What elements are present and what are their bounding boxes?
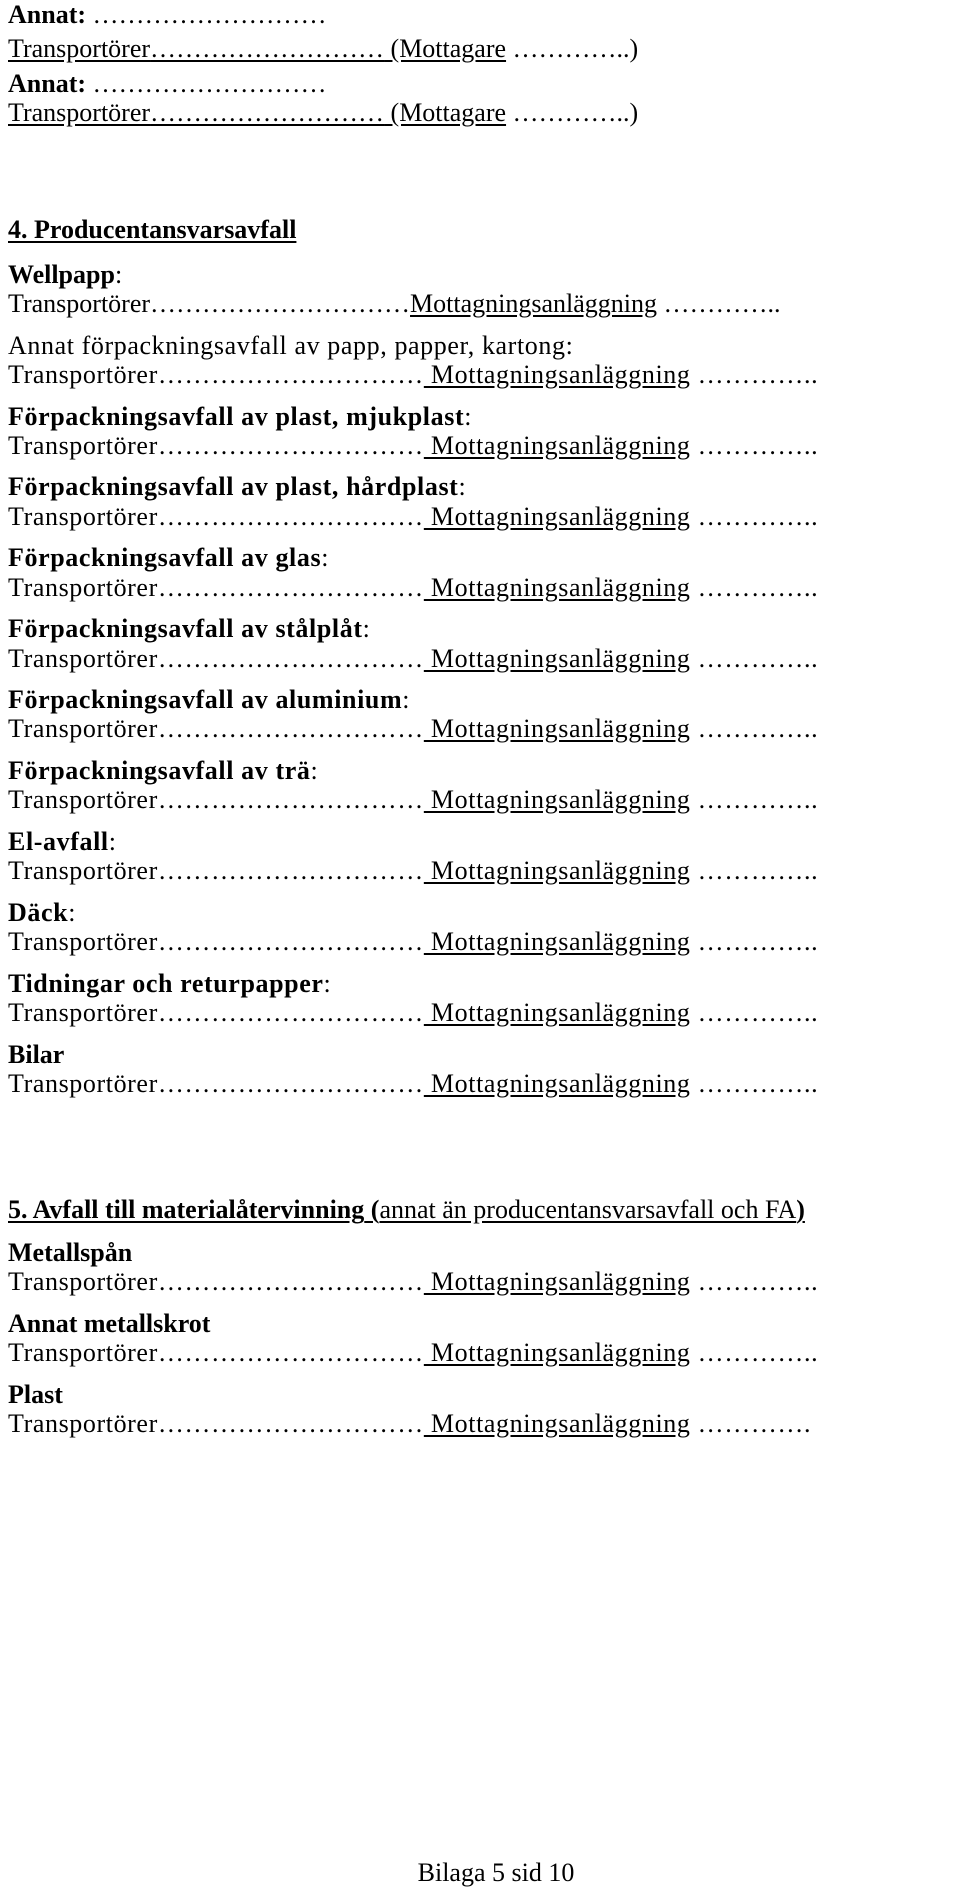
category-label: Förpackningsavfall av glas: — [8, 543, 330, 572]
category-label: Metallspån — [8, 1238, 133, 1267]
category-label: Annat förpackningsavfall av papp, papper, kartong: — [8, 331, 574, 360]
mottagning-label: Mottagningsanläggning — [423, 785, 691, 814]
category-label: Förpackningsavfall av plast, mjukplast: — [8, 402, 473, 431]
tail-dots: ………….. — [690, 1267, 819, 1296]
transportorer-label: Transportörer — [8, 431, 158, 460]
transport-row — [8, 431, 818, 461]
transportorer-label: Transportörer — [8, 502, 158, 531]
category-label: Förpackningsavfall av stålplåt: — [8, 614, 371, 643]
transport-row — [8, 998, 818, 1028]
category-label: Tidningar och returpapper: — [8, 969, 332, 998]
category-label: Däck: — [8, 898, 77, 927]
mottagare-label: (Mottagare — [384, 98, 507, 127]
transport-row — [8, 289, 781, 319]
transport-row — [8, 1267, 818, 1297]
dots: ………………………… — [157, 1069, 424, 1098]
transportorer-label: Transportörer — [8, 998, 158, 1027]
dots: ………………………… — [157, 1409, 424, 1438]
mottagning-label: Mottagningsanläggning — [423, 360, 691, 389]
dots: ………………………… — [157, 1338, 424, 1367]
dots: ………………………… — [157, 927, 424, 956]
mottagare-label: (Mottagare — [384, 34, 507, 63]
annat-label: Annat: — [8, 0, 87, 29]
transport-mottagare-line-2 — [8, 98, 638, 128]
mottagning-label: Mottagningsanläggning — [423, 573, 691, 602]
category-label: Annat metallskrot — [8, 1309, 211, 1338]
dots: ………………………… — [157, 998, 424, 1027]
dots: ………………………… — [157, 1267, 424, 1296]
category-label: Wellpapp: — [8, 260, 123, 289]
category-label: Förpackningsavfall av trä: — [8, 756, 319, 785]
mottagning-label: Mottagningsanläggning — [410, 289, 658, 318]
mottagning-label: Mottagningsanläggning — [423, 1267, 691, 1296]
mottagning-label: Mottagningsanläggning — [423, 1069, 691, 1098]
transport-row — [8, 1409, 811, 1439]
transport-row — [8, 714, 818, 744]
mottagning-label: Mottagningsanläggning — [423, 502, 691, 531]
tail-dots: ………….. — [690, 1338, 819, 1367]
dots: ………………………… — [157, 502, 424, 531]
tail-dots: ………….. — [690, 644, 819, 673]
annat-dots: ……………………… — [86, 69, 327, 98]
category-label: Förpackningsavfall av aluminium: — [8, 685, 411, 714]
transportorer-label: Transportörer — [8, 360, 158, 389]
dots: ………………………… — [157, 573, 424, 602]
mottagning-label: Mottagningsanläggning — [423, 644, 691, 673]
transport-row — [8, 1069, 818, 1099]
tail-dots: ………….. — [690, 856, 819, 885]
transport-row — [8, 502, 818, 532]
transportorer-label: Transportörer — [8, 1409, 158, 1438]
category-label: Plast — [8, 1380, 63, 1409]
mottagning-label: Mottagningsanläggning — [423, 998, 691, 1027]
tail-dots: ………….. — [690, 502, 819, 531]
dots: ……………………… — [150, 98, 385, 127]
transportorer-label: Transportörer — [8, 927, 158, 956]
transport-row — [8, 856, 818, 886]
mottagning-label: Mottagningsanläggning — [423, 714, 691, 743]
transport-row — [8, 573, 818, 603]
transport-row — [8, 927, 818, 957]
annat-line-1 — [8, 0, 327, 30]
transport-row — [8, 785, 818, 815]
tail-dots: ………….. — [690, 573, 819, 602]
section-4-heading: 4. Producentansvarsavfall — [8, 215, 297, 244]
transportorer-label: Transportörer — [8, 1267, 158, 1296]
tail-dots: ………….. — [690, 998, 819, 1027]
mottagning-label: Mottagningsanläggning — [423, 927, 691, 956]
transport-row — [8, 360, 818, 390]
mottagning-label: Mottagningsanläggning — [423, 431, 691, 460]
annat-dots: ……………………… — [86, 0, 327, 29]
transport-row — [8, 1338, 818, 1368]
tail-dots: ………….. — [690, 431, 819, 460]
transportorer-label: Transportörer — [8, 1338, 158, 1367]
tail-dots: ………….. — [657, 289, 781, 318]
transportorer-label: Transportörer — [8, 1069, 158, 1098]
tail-dots: …………. — [690, 1409, 812, 1438]
transportorer-label: Transportörer — [8, 644, 158, 673]
category-label: Bilar — [8, 1040, 65, 1069]
section-5-heading: 5. Avfall till materialåtervinning (annat än producentansvarsavfall och FA) — [8, 1195, 805, 1224]
dots: ………………………… — [157, 785, 424, 814]
transportorer-label: Transportörer — [8, 98, 151, 127]
category-label: Förpackningsavfall av plast, hårdplast: — [8, 472, 467, 501]
annat-label: Annat: — [8, 69, 87, 98]
dots: ………………………… — [157, 431, 424, 460]
dots: ………………………… — [157, 644, 424, 673]
transport-row — [8, 644, 818, 674]
transportorer-label: Transportörer — [8, 714, 158, 743]
tail-dots: ………….. — [690, 714, 819, 743]
transportorer-label: Transportörer — [8, 34, 151, 63]
transportorer-label: Transportörer — [8, 573, 158, 602]
dots: ………………………… — [150, 289, 411, 318]
annat-line-2 — [8, 69, 327, 99]
mottagning-label: Mottagningsanläggning — [423, 856, 691, 885]
transportorer-label: Transportörer — [8, 289, 151, 318]
dots: ……………………… — [150, 34, 385, 63]
transport-mottagare-line-1 — [8, 34, 638, 64]
mottagare-dots: …………..) — [506, 34, 639, 63]
tail-dots: ………….. — [690, 1069, 819, 1098]
mottagare-dots: …………..) — [506, 98, 639, 127]
transportorer-label: Transportörer — [8, 856, 158, 885]
dots: ………………………… — [157, 714, 424, 743]
category-label: El-avfall: — [8, 827, 117, 856]
mottagning-label: Mottagningsanläggning — [423, 1338, 691, 1367]
tail-dots: ………….. — [690, 927, 819, 956]
dots: ………………………… — [157, 856, 424, 885]
dots: ………………………… — [157, 360, 424, 389]
page-footer: Bilaga 5 sid 10 — [417, 1858, 575, 1887]
transportorer-label: Transportörer — [8, 785, 158, 814]
mottagning-label: Mottagningsanläggning — [423, 1409, 691, 1438]
tail-dots: ………….. — [690, 360, 819, 389]
tail-dots: ………….. — [690, 785, 819, 814]
